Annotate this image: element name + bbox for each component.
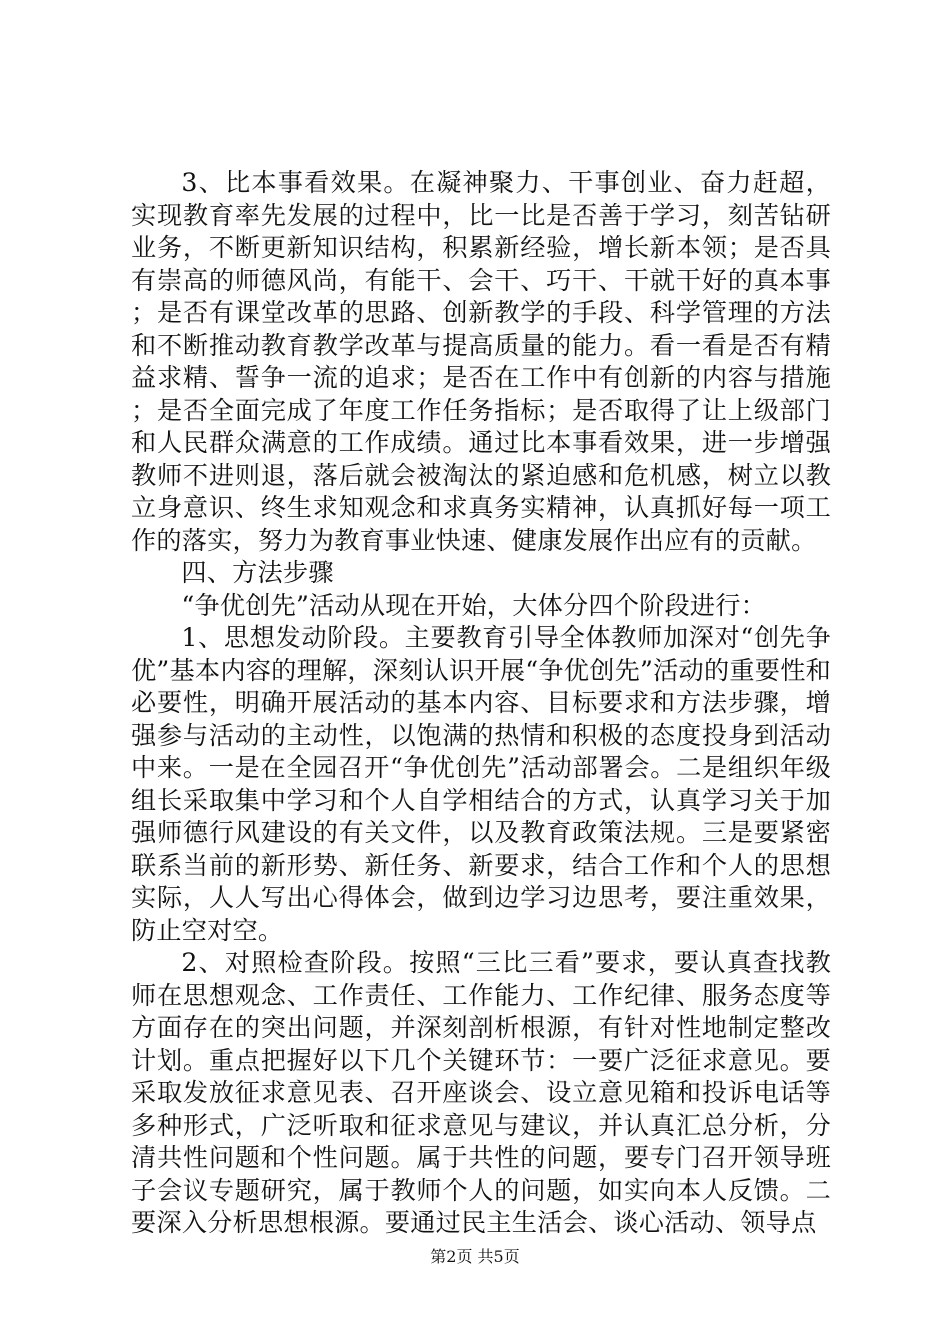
page-footer	[0, 1247, 950, 1267]
paragraph-mobilization-stage: 1、思想发动阶段。主要教育引导全体教师加深对“创先争优”基本内容的理解，深刻认识开展“争优创先”活动的重要性和必要性，明确开展活动的基本内容、目标要求和方法步骤，增强参与活动的主动性，以饱满的热情和积极的态度投身到活动中来。一是在全园召开“争优创先”活动部署会。二是组织年级组长采取集中学习和个人自学相结合的方式，认真学习关于加强师德行风建设的有关文件，以及教育政策法规。三是要紧密联系当前的新形势、新任务、新要求，结合工作和个人的思想实际，人人写出心得体会，做到边学习边思考，要注重效果，防止空对空。	[131, 623, 831, 945]
paragraph-compare-ability: 3、比本事看效果。在凝神聚力、干事创业、奋力赶超，实现教育率先发展的过程中，比一比是否善于学习，刻苦钻研业务，不断更新知识结构，积累新经验，增长新本领；是否具有崇高的师德风尚，有能干、会干、巧干、干就干好的真本事；是否有课堂改革的思路、创新教学的手段、科学管理的方法和不断推动教育教学改革与提高质量的能力。看一看是否有精益求精、誓争一流的追求；是否在工作中有创新的内容与措施；是否全面完成了年度工作任务指标；是否取得了让上级部门和人民群众满意的工作成绩。通过比本事看效果，进一步增强教师不进则退，落后就会被淘汰的紧迫感和危机感，树立以教立身意识、终生求知观念和求真务实精神，认真抓好每一项工作的落实，努力为教育事业快速、健康发展作出应有的贡献。	[131, 168, 831, 555]
document-body	[131, 167, 831, 1240]
paragraph-inspection-stage: 2、对照检查阶段。按照“三比三看”要求，要认真查找教师在思想观念、工作责任、工作能力、工作纪律、服务态度等方面存在的突出问题，并深刻剖析根源，有针对性地制定整改计划。重点把握好以下几个关键环节：一要广泛征求意见。要采取发放征求意见表、召开座谈会、设立意见箱和投诉电话等多种形式，广泛听取和征求意见与建议，并认真汇总分析，分清共性问题和个性问题。属于共性的问题，要专门召开领导班子会议专题研究，属于教师个人的问题，如实向本人反馈。二要深入分析思想根源。要通过民主生活会、谈心活动、领导点	[131, 948, 831, 1237]
section-heading-methods: 四、方法步骤	[181, 558, 334, 587]
paragraph-stages-intro: “争优创先”活动从现在开始，大体分四个阶段进行：	[181, 590, 767, 620]
page-number: 第2页 共5页	[430, 1247, 520, 1266]
